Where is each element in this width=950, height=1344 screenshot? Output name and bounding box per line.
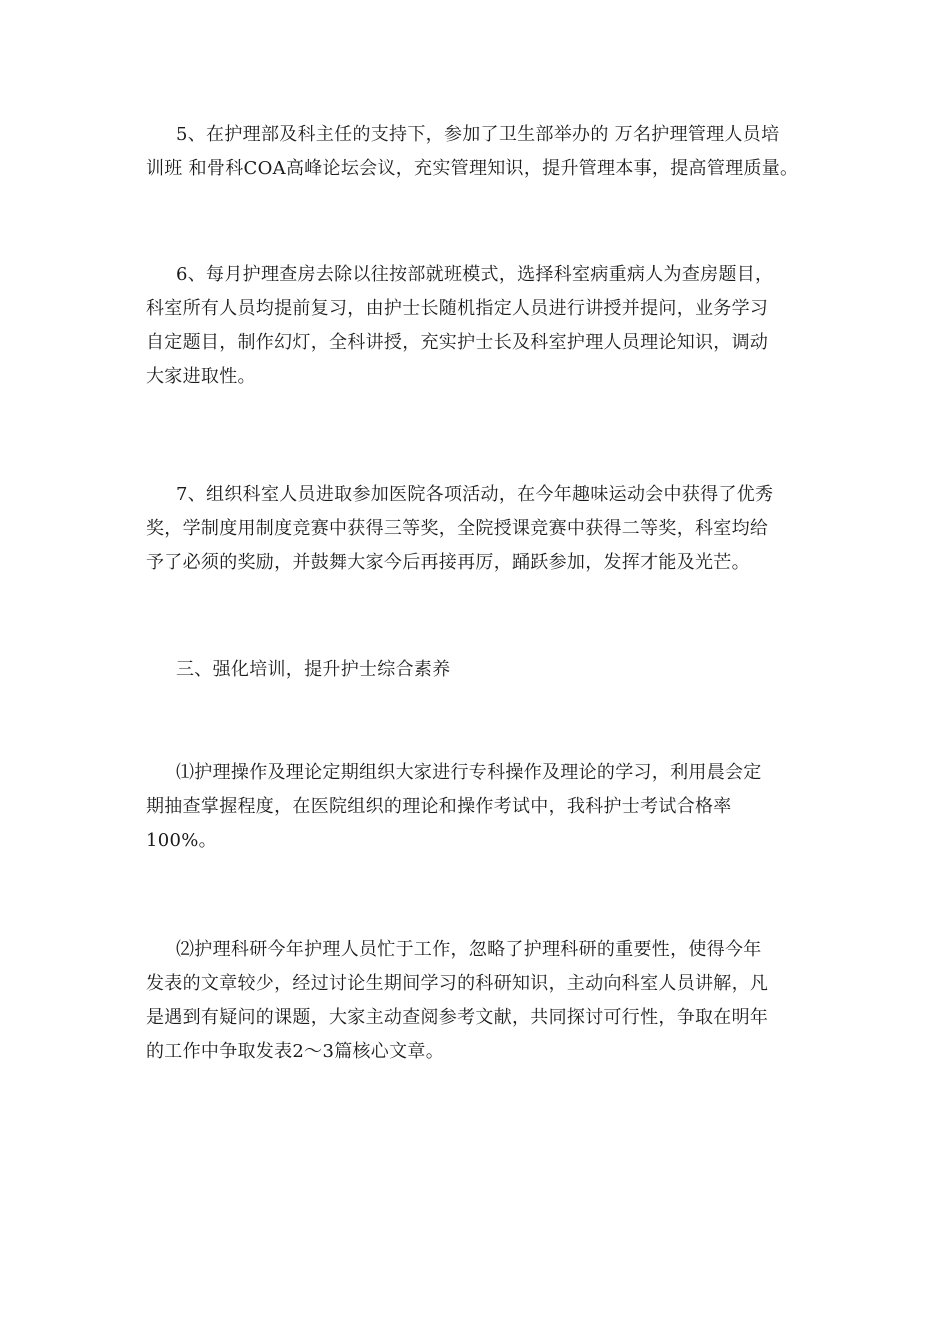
- paragraph-line: 予了必须的奖励，并鼓舞大家今后再接再厉，踊跃参加，发挥才能及光芒。: [146, 552, 750, 573]
- section-heading-3: [146, 653, 826, 687]
- paragraph-line: ⑵护理科研今年护理人员忙于工作，忽略了护理科研的重要性，使得今年: [176, 939, 762, 960]
- paragraph-line: 7、组织科室人员进取参加医院各项活动，在今年趣味运动会中获得了优秀: [176, 484, 774, 505]
- paragraph-line: ⑴护理操作及理论定期组织大家进行专科操作及理论的学习，利用晨会定: [176, 762, 762, 783]
- subsection-item-2: [146, 933, 826, 1069]
- paragraph-line: 5、在护理部及科主任的支持下，参加了卫生部举办的 万名护理管理人员培: [176, 124, 780, 145]
- section-heading-text: 三、强化培训，提升护士综合素养: [176, 659, 451, 680]
- subsection-item-1: [146, 756, 826, 858]
- paragraph-line: 6、每月护理查房去除以往按部就班模式，选择科室病重病人为查房题目，: [176, 264, 774, 285]
- paragraph-item-7: [146, 478, 826, 580]
- paragraph-line: 100%。: [146, 830, 217, 851]
- paragraph-line: 期抽查掌握程度，在医院组织的理论和操作考试中，我科护士考试合格率: [146, 796, 732, 817]
- paragraph-item-5: [146, 118, 826, 186]
- paragraph-line: 奖，学制度用制度竞赛中获得三等奖，全院授课竞赛中获得二等奖，科室均给: [146, 518, 769, 539]
- paragraph-line: 的工作中争取发表2～3篇核心文章。: [146, 1041, 445, 1062]
- paragraph-line: 发表的文章较少，经过讨论生期间学习的科研知识，主动向科室人员讲解，凡: [146, 973, 769, 994]
- paragraph-line: 自定题目，制作幻灯，全科讲授，充实护士长及科室护理人员理论知识，调动: [146, 332, 769, 353]
- paragraph-line: 大家进取性。: [146, 366, 256, 387]
- paragraph-item-6: [146, 258, 826, 394]
- paragraph-line: 是遇到有疑问的课题，大家主动查阅参考文献，共同探讨可行性，争取在明年: [146, 1007, 769, 1028]
- paragraph-line: 科室所有人员均提前复习，由护士长随机指定人员进行讲授并提问，业务学习: [146, 298, 769, 319]
- paragraph-line: 训班 和骨科COA高峰论坛会议，充实管理知识，提升管理本事，提高管理质量。: [146, 158, 799, 179]
